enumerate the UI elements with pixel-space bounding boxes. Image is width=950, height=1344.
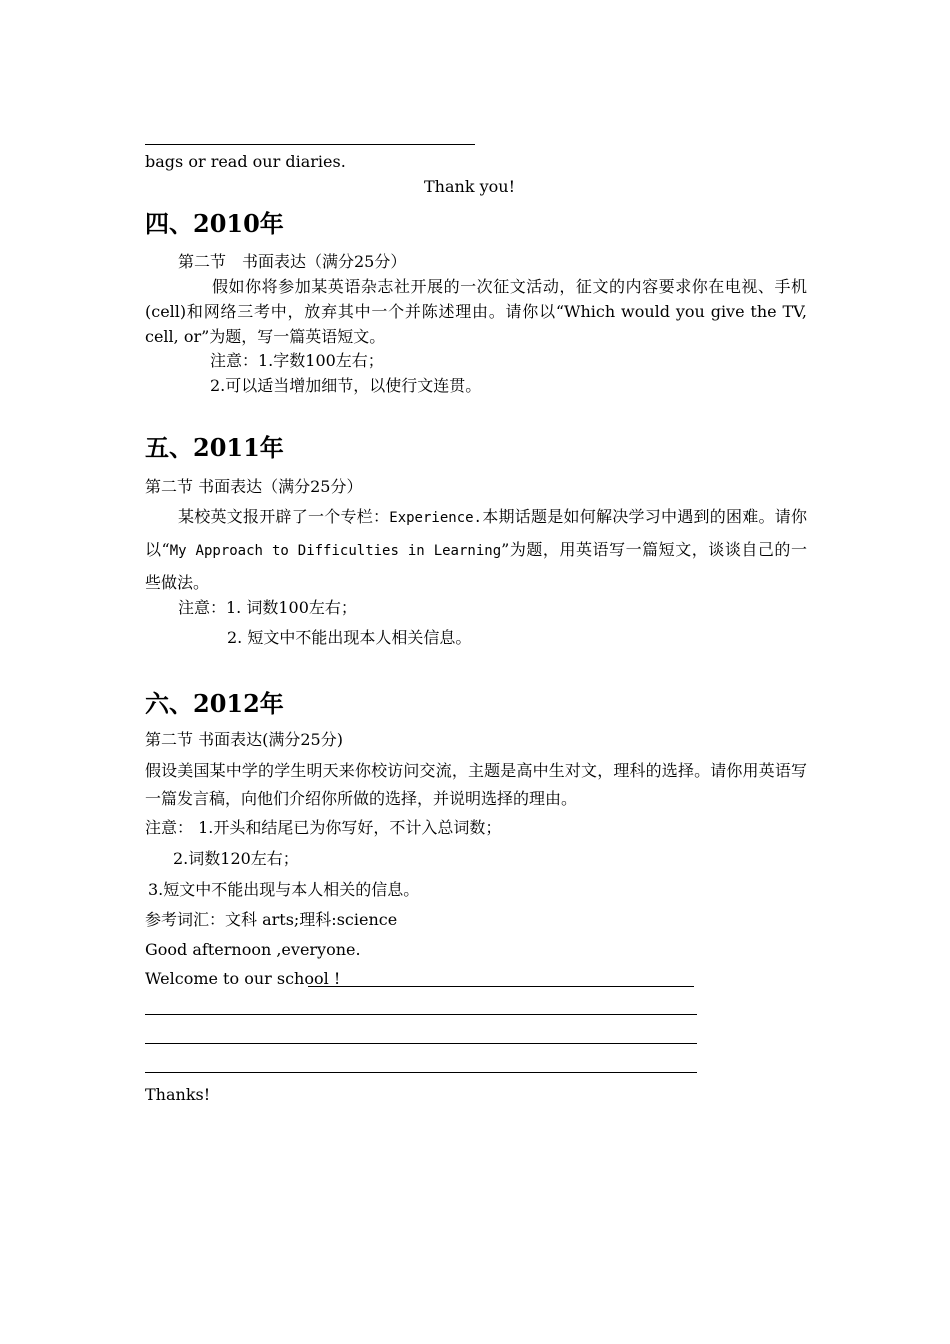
subtitle-2010: 第二节 书面表达（满分25分）	[178, 252, 407, 271]
answer-line-3	[145, 1043, 697, 1044]
body-2011-title: My Approach to Difficulties in Learning	[169, 543, 502, 559]
body-2012: 假设美国某中学的学生明天来你校访问交流，主题是高中生对文，理科的选择。请你用英语写一篇发言稿，向他们介绍你所做的选择，并说明选择的理由。	[145, 761, 807, 808]
note2-2012: 2.词数120左右；	[173, 849, 299, 868]
prev-thanks: Thank you!	[424, 177, 516, 196]
note2-2011: 2. 短文中不能出现本人相关信息。	[227, 628, 472, 647]
heading-2010: 四、2010年	[145, 209, 284, 238]
answer-line-2	[145, 1014, 697, 1015]
note3-2012: 3.短文中不能出现与本人相关的信息。	[148, 880, 420, 899]
subtitle-2012: 第二节 书面表达(满分25分)	[145, 730, 343, 749]
closing-thanks: Thanks!	[145, 1085, 211, 1104]
answer-line-4	[145, 1072, 697, 1073]
body-2011-part-a: 某校英文报开辟了一个专栏：	[178, 507, 390, 526]
body-2011	[145, 501, 807, 598]
body-2010: 假如你将参加某英语杂志社开展的一次征文活动，征文的内容要求你在电视、手机(cell)和网络三考中，放弃其中一个并陈述理由。请你以“Which would you give the TV, cell, or”为题，写一篇英语短文。	[145, 277, 807, 346]
blank-answer-line	[145, 144, 475, 145]
vocab-2012: 参考词汇：文科 arts;理科:science	[145, 910, 398, 929]
prev-text-line: bags or read our diaries.	[145, 152, 346, 171]
body-2011-part-c: ”为题，用英语写一篇短文，谈谈自己的一些做法。	[145, 540, 807, 592]
body-2011-experience: Experience.	[389, 510, 482, 526]
greeting-2012: Good afternoon ,everyone.	[145, 940, 361, 959]
note1-2012: 注意： 1.开头和结尾已为你写好，不计入总词数；	[145, 818, 502, 837]
note2-2010: 2.可以适当增加细节，以使行文连贯。	[210, 376, 482, 395]
heading-2012: 六、2012年	[145, 689, 284, 718]
welcome-2012: Welcome to our school !	[145, 969, 341, 988]
subtitle-2011: 第二节 书面表达（满分25分）	[145, 477, 363, 496]
answer-line-1	[308, 986, 694, 987]
note1-2010: 注意：1.字数100左右；	[210, 351, 384, 370]
body-2011-part-b: 本期话题是如何解决学习中遇到的困难。请你以“	[145, 507, 807, 559]
heading-2011: 五、2011年	[145, 433, 284, 462]
note1-2011: 注意：1. 词数100左右；	[178, 598, 357, 617]
